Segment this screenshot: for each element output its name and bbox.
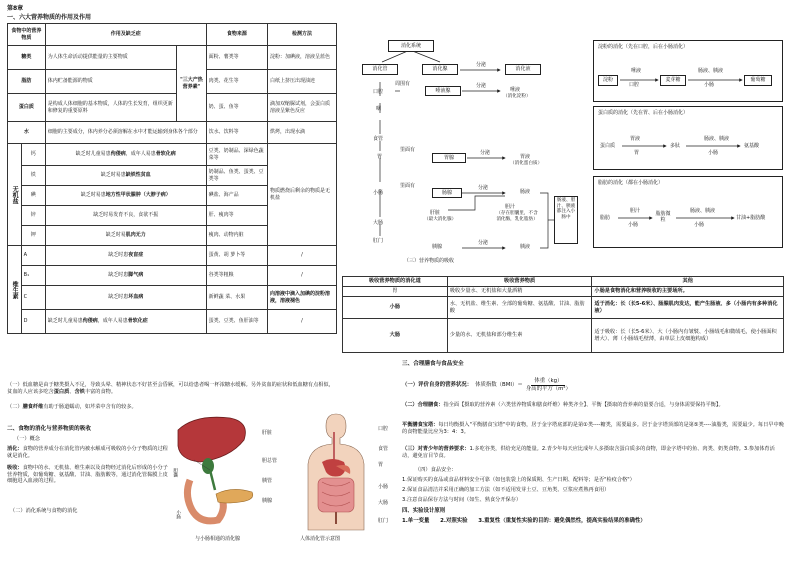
mineral-disease-2: 骨软化病 (155, 151, 176, 158)
header-source: 食物来源 (206, 24, 267, 46)
fat-digestion-box: 脂肪的消化（都在小肠消化） 脂肪 胆汁 小肠 脂肪微粒 肠液、胰液 小肠 甘油+脂肪酸 (593, 176, 783, 248)
nutrient-test: 滴加双缩脲试剂，会蛋白质溶液呈紫色反应 (267, 94, 336, 122)
header-effect: 作用及缺乏症 (45, 24, 206, 46)
abs-other: 适于吸收：长（长5-6米）、大（小肠内有皱襞、小肠绒毛和微绒毛，使小肠面积增大）、薄（小肠绒毛壁薄，由单层上皮细胞构成） (592, 319, 784, 353)
node-digestive-system: 消化系统 (388, 40, 434, 52)
label-small-intestine: 小肠 (175, 510, 181, 520)
node-small-intestine: 小肠 (373, 190, 384, 196)
arrow-label-secrete: 分泌 (478, 240, 489, 246)
label-pancreas: 胰腺 (262, 498, 273, 504)
node-gastric-juice: 胃液 (520, 154, 531, 160)
node-large-intestine: 大肠 (373, 220, 384, 226)
vitamin-source: 蛋类、豆类、鱼肝油等 (206, 310, 267, 334)
nutrient-source: 奶、蛋、鱼等 (206, 94, 267, 122)
node-liver: 肝脏 (430, 210, 441, 216)
node-esophagus: 食管 (373, 136, 384, 142)
mineral-source: 肝、瘦肉等 (206, 206, 267, 226)
mineral-effect: 缺乏时易患 (100, 172, 126, 179)
node-protein: 蛋白质 (600, 143, 616, 149)
mineral-source: 碘盐、海产品 (206, 186, 267, 206)
caption-body: 人体消化管示意图 (300, 536, 341, 542)
label-esophagus: 食管 (378, 446, 389, 452)
nutrient-effect: 是构成人体细胞的基本物质，人体的生长发育，组织更新和修复的重要原料 (45, 94, 176, 122)
vitamin-effect: 缺乏时患 (108, 272, 129, 279)
vitamin-test: / (267, 246, 336, 266)
chapter-title: 第8章 (7, 5, 24, 12)
label-around: 周围有 (395, 81, 411, 87)
vitamin-effect: 缺乏时儿童易患 (47, 318, 83, 325)
vitamin-source: 新鲜蔬 菜、水果 (206, 286, 267, 310)
energy-nutrients-label: "三大产热营养素" (177, 46, 207, 122)
label-inside: 里面有 (400, 183, 416, 189)
label-mouth: 口腔 (378, 426, 389, 432)
vitamin-source: 谷类等粗粮 (206, 266, 267, 286)
abs-substances: 水、无机盐、维生素、全部的葡萄糖、氨基酸、甘油、脂肪酸 (447, 297, 592, 319)
nutrient-test: 淀粉：加碘液，溶液呈蓝色 (267, 46, 336, 70)
nutrient-name: 脂肪 (8, 70, 46, 94)
design-principles: 1.单一变量 2.对照实验 3.重复性（重复性实验的目的：避免偶然性，提高实验结果的准确性） (402, 518, 646, 524)
nutrient-effect: 细胞的主要成分，体内养分必须溶解在水中才能运输到身体各个部分 (45, 122, 206, 144)
nutrient-source: 面粉、薯类等 (206, 46, 267, 70)
vitamin-effect: 缺乏时患 (108, 252, 129, 259)
abs-organ: 大肠 (343, 319, 448, 353)
node-maltose: 麦芽糖 (660, 75, 686, 86)
node-pancreas: 胰腺 (432, 244, 443, 250)
vitamin-disease: 坏血病 (128, 294, 144, 301)
section-3-title: 三、合理膳食与食品安全 (402, 361, 464, 367)
label-small-intestine-body: 小肠 (378, 484, 389, 490)
mineral-effect-2: ，成年人易患 (125, 151, 156, 158)
mineral-name: 钙 (21, 144, 45, 166)
gastric-function: （消化蛋白质） (510, 161, 543, 166)
vitamin-effect: 缺乏时患 (108, 294, 129, 301)
label-inside: 里面有 (400, 147, 416, 153)
node-starch: 淀粉 (598, 75, 618, 86)
mineral-effect: 缺乏时儿童易患 (75, 151, 111, 158)
mineral-label: 无机盐 (8, 144, 22, 246)
vitamin-source: 蛋黄、胡 萝卜等 (206, 246, 267, 266)
mineral-effect: 缺乏时易 (105, 232, 126, 239)
food-safety-heading: （四）食品安全： (415, 467, 457, 473)
starch-digestion-box: 淀粉的消化（先在口腔，后在小肠消化） 淀粉 唾液 口腔 麦芽糖 肠液、胰液 小肠 葡萄糖 (593, 40, 783, 102)
node-digestive-juice: 消化液 (505, 64, 541, 75)
nutrient-name: 糖类 (8, 46, 46, 70)
node-gastric-gland: 胃腺 (432, 153, 466, 163)
mineral-name: 碘 (21, 186, 45, 206)
arrow-label-secrete: 分泌 (476, 62, 487, 68)
node-amino-acid: 氨基酸 (744, 143, 760, 149)
label-stomach: 胃 (378, 462, 384, 468)
mineral-effect: 缺乏时易发育不良，食欲不振 (45, 206, 206, 226)
concept-heading: （一）概念 (14, 436, 40, 442)
vitamin-test: 向溶液中滴入加碘的淀粉溶液，溶液褪色 (267, 286, 336, 310)
balanced-diet: （二）合理膳食：指全面【摄取的营养素（六类营养物质和膳食纤维）种类齐全】、平衡【摄取的营养素的量要合适，与身体需要保持平衡】。 (402, 402, 724, 408)
node-saliva: 唾液 (510, 87, 521, 93)
node-salivary: 唾液腺 (425, 86, 461, 96)
node-glycerol-fatty-acid: 甘油+脂肪酸 (736, 215, 766, 221)
node-pharynx: 咽 (376, 106, 382, 112)
abs-other: 适于消化：长（长5-6米）、肠腺肌肉发达，能产生肠液、多（小肠内有多种消化液） (592, 297, 784, 319)
label-large-intestine: 大肠 (378, 500, 389, 506)
vitamin-disease-2: 骨软化症 (127, 318, 148, 325)
vitamin-disease: 脚气病 (128, 272, 144, 279)
mineral-source: 瘦肉、动物内脏 (206, 226, 267, 246)
node-mix-note: 肠液、胆汁、胰液都注入小肠中 (554, 196, 578, 244)
node-tract: 消化管 (362, 64, 398, 75)
label-pancreatic-duct: 胰管 (262, 478, 273, 484)
design-principles-heading: 四、实验设计原则 (402, 508, 446, 514)
teen-nutrition: （三）对青少年的营养要求：1.多吃谷类，供给充足的能量。2.青少年每天应比成年人多摄取含蛋白质多的食物，即金字塔中的鱼、肉类、奶类食物。3.参加体育活动，避免盲目节食。 (402, 446, 775, 459)
mineral-disease: 地方性甲状腺肿（大脖子病） (105, 192, 171, 199)
section-2-title: 二、食物的消化与营养物质的吸收 (7, 426, 91, 432)
mineral-disease: 肌肉无力 (125, 232, 146, 239)
mineral-effect: 缺乏时易患 (80, 192, 106, 199)
label-bile-duct: 胆总管 (262, 458, 278, 464)
abs-organ: 小肠 (343, 297, 448, 319)
mineral-disease: 缺铁性贫血 (125, 172, 151, 179)
safety-item: 3.注意食品保存方法与时间（如生、熟食分开保存） (402, 497, 522, 503)
header-test: 检测方法 (267, 24, 336, 46)
nutrient-name: 水 (8, 122, 46, 144)
label-liver: 肝脏 (262, 430, 273, 436)
mineral-name: 钾 (21, 226, 45, 246)
vitamin-test: / (267, 266, 336, 286)
note-fiber: （二）膳食纤维有助于肠道蠕动，如芹菜中含有的较多。 (7, 404, 137, 410)
vitamin-label: 维生素 (8, 246, 22, 334)
vitamin-name: B₁ (21, 266, 45, 286)
nutrient-test: 烘烤，出现水滴 (267, 122, 336, 144)
vitamin-disease: 佝偻病 (82, 318, 98, 325)
nutrient-effect: 体内贮备能源的物质 (45, 70, 176, 94)
vitamin-name: C (21, 286, 45, 310)
mineral-disease: 佝偻病 (110, 151, 126, 158)
abs-substances: 少量的水、无机盐和部分维生素 (447, 319, 592, 353)
note-hypoglycemia: （一）低血糖是由于糖类摄入不足，导致头晕、精神状态不好甚至会昏厥，可以给患者喝一杯浓糖水缓解。另外贫血的症状和低血糖有点相似，贫血的人应该多吃含蛋白质、含铁丰富的食物。 (7, 382, 334, 395)
node-bile: 胆汁 (505, 204, 516, 210)
liver-subtitle: （最大消化腺） (424, 217, 457, 222)
arrow-label-secrete: 分泌 (480, 150, 491, 156)
vitamin-disease: 夜盲症 (128, 252, 144, 259)
caption-liver: 与小肠相通的消化腺 (195, 536, 241, 542)
node-intestinal-juice: 肠液 (520, 189, 531, 195)
label-anus: 肛门 (378, 518, 389, 524)
absorption-table: 吸收营养物质的消化道 吸收营养物质 其他 胃 吸收少量水、无机盐和大量酒精 小肠是食物消化和营养吸收的主要场所。 小肠 水、无机盐、维生素、全部的葡萄糖、氨基酸、甘油、脂肪酸 适于消化：长（长5-6米）、肠腺肌肉发达，能产生肠液、多（小肠内有多种消化液） 大肠 少量的水、无机盐和部分维生素 适于吸收：长（长5-6米）、大（小肠内有皱襞、小肠绒毛和微绒毛，使小肠面积增大）、薄（小肠绒毛壁薄，由单层上皮细胞构成） (342, 276, 784, 353)
arrow-label-secrete: 分泌 (476, 83, 487, 89)
node-anus: 肛门 (373, 238, 384, 244)
protein-digestion-box: 蛋白质的消化（先在胃、后在小肠消化） 蛋白质 胃液 胃 多肽 肠液、胰液 小肠 氨基酸 (593, 106, 783, 170)
mineral-name: 铁 (21, 166, 45, 186)
safety-item: 1.保证购买的食品或食品材料安全可靠（如包装袋上的保质期、生产日期、配料等；是否"检疫合格"） (402, 477, 635, 483)
abs-other: 小肠是食物消化和营养吸收的主要场所。 (592, 287, 784, 297)
arrow-label-secrete: 分泌 (478, 185, 489, 191)
node-fat-droplet: 脂肪微粒 (655, 211, 671, 224)
safety-item: 2.保证食品清洁并采用正确的加工方法（如不适用发芽土豆、豆角类、豆浆应煮熟再食用） (402, 487, 610, 493)
nutrient-effect: 为人体生命活动提供能量的主要物质 (45, 46, 176, 70)
body-digestive-illustration (300, 412, 372, 532)
abs-substances: 吸收少量水、无机盐和大量酒精 (447, 287, 592, 297)
node-pancreatic-juice: 胰液 (520, 244, 531, 250)
absorption-definition: 吸收：食物中的水、无机盐、维生素以及食物经过消化后形成的小分子营养物质，如葡萄糖、氨基酸、甘油、脂肪酸等，通过消化管黏膜上皮细胞进入血液的过程。 (7, 465, 168, 484)
node-gland: 消化腺 (422, 64, 458, 75)
nutrient-table (7, 23, 337, 334)
mineral-test: 物质燃烧后剩余的物质是无机盐 (267, 144, 336, 246)
node-fat: 脂肪 (600, 215, 611, 221)
header-nutrient: 食物中的营养物质 (8, 24, 46, 46)
nutrient-source: 肉类、花生等 (206, 70, 267, 94)
node-mouth: 口腔 (373, 89, 384, 95)
abs-organ: 胃 (343, 287, 448, 297)
mineral-name: 锌 (21, 206, 45, 226)
vitamin-name: A (21, 246, 45, 266)
node-peptide: 多肽 (670, 143, 681, 149)
liver-pancreas-illustration (170, 410, 260, 532)
vitamin-test: / (267, 310, 336, 334)
diet-pyramid: 平衡膳食宝塔：每日均衡摄入"平衡膳食宝塔"中的食物，居于金字塔底部的是第①类----糖类，需要最多。居于金字塔顶部的是第⑤类----油脂类，需要最少。每日早中晚的食物能量比应为3：4：3。 (402, 422, 784, 435)
nutrient-test: 白纸上挤压出现油迹 (267, 70, 336, 94)
vitamin-name: D (21, 310, 45, 334)
mineral-source: 奶制品、鱼类、蛋类、豆类等 (206, 166, 267, 186)
vitamin-effect-2: ，成年人易患 (97, 318, 128, 325)
label-gallbladder: 胆囊 (172, 468, 178, 478)
saliva-function: （消化淀粉） (503, 94, 531, 99)
nutrient-source: 饮水、饮料等 (206, 122, 267, 144)
node-stomach: 胃 (377, 154, 383, 160)
section-1-title: 一、六大营养物质的作用及作用 (7, 14, 92, 21)
digestive-system-heading: （二）消化系统与食物的消化 (10, 508, 78, 514)
mineral-source: 豆类、奶制品、深绿色蔬菜等 (206, 144, 267, 166)
bmi-formula: （一）评价自身的营养状况： 体质指数（BMI）＝ 体重（kg） 身高的平方（m²） (402, 378, 571, 392)
node-glucose: 葡萄糖 (744, 75, 772, 86)
bile-subtitle: （存在胆囊里，不含消化酶，乳化脂肪） (496, 211, 538, 222)
node-intestinal-gland: 肠腺 (432, 188, 462, 198)
nutrient-name: 蛋白质 (8, 94, 46, 122)
digestion-definition: 消化：食物的营养成分在消化管内被水解成可吸收的小分子物质的过程就是消化。 (7, 446, 168, 459)
absorption-heading: （三）营养物质的吸收 (404, 258, 455, 264)
